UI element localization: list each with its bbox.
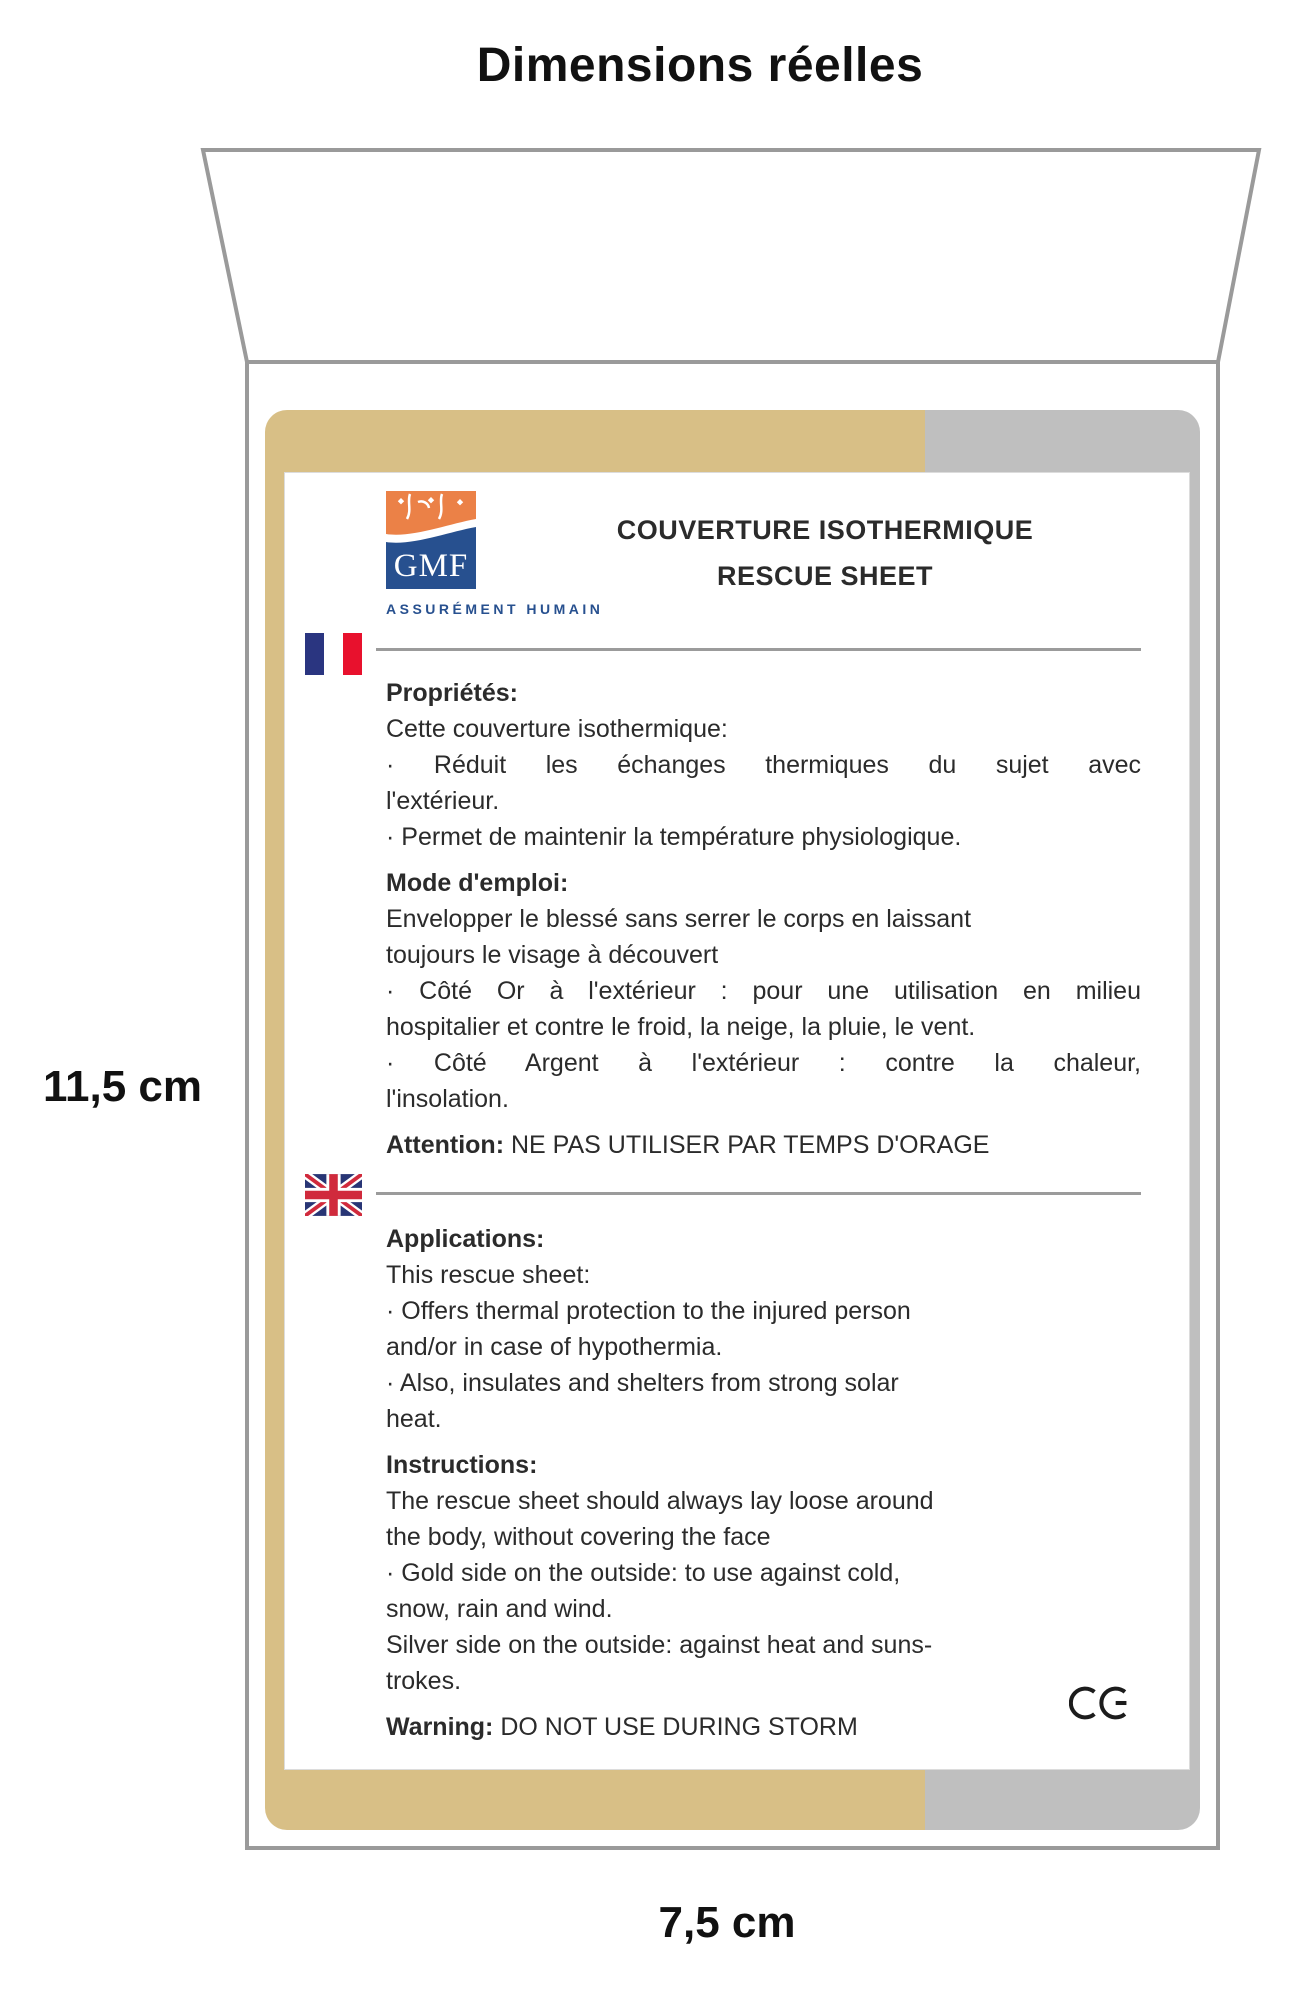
label-text-line: and/or in case of hypothermia. [386,1333,723,1361]
label-header [565,507,1085,599]
gmf-logo-graphic [386,491,476,589]
label-text-line: · Permet de maintenir la température physiologique. [386,823,962,851]
ce-mark-icon [1069,1678,1139,1728]
envelope-flap [203,150,1259,362]
english-text-block [386,1221,1141,1745]
label-text-line: hospitalier et contre le froid, la neige, la pluie, le vent. [386,1013,976,1041]
label-text-line: Attention: NE PAS UTILISER PAR TEMPS D'ORAGE [386,1131,990,1159]
label-text-line: l'extérieur. [386,787,500,815]
section-divider [376,648,1141,651]
label-text-line: l'insolation. [386,1085,509,1113]
france-flag-icon [305,633,362,675]
label-text-line: · Offers thermal protection to the injured person [386,1297,911,1325]
uk-flag-icon [305,1174,362,1216]
label-text-line: Instructions: [386,1451,538,1479]
label-text-line: · Gold side on the outside: to use against cold, [386,1559,901,1587]
label-text-line: This rescue sheet: [386,1261,591,1289]
product-label [284,472,1190,1770]
height-dimension-label: 11,5 cm [42,1062,203,1111]
label-text-line: The rescue sheet should always lay loose around [386,1487,934,1515]
label-text-line: Silver side on the outside: against heat and suns- [386,1631,933,1659]
label-text-line: the body, without covering the face [386,1523,771,1551]
width-dimension-label: 7,5 cm [658,1898,796,1947]
warning-prefix: Warning: [386,1713,501,1741]
label-text-line: toujours le visage à découvert [386,941,719,969]
label-text-line: snow, rain and wind. [386,1595,613,1623]
label-text-line: Envelopper le blessé sans serrer le corps en laissant [386,905,972,933]
warning-prefix: Attention: [386,1131,511,1159]
page-title: Dimensions réelles [476,39,924,92]
label-text-line: Mode d'emploi: [386,869,569,897]
label-text-line: Cette couverture isothermique: [386,715,728,743]
label-title-french: COUVERTURE ISOTHERMIQUE [616,515,1034,545]
label-text-line: trokes. [386,1667,462,1695]
label-text-line: · Côté Argent à l'extérieur : contre la chaleur, [386,1049,1141,1077]
label-title-english: RESCUE SHEET [716,561,934,591]
gmf-logo-text: GMF [393,548,469,584]
label-text-line: Warning: DO NOT USE DURING STORM [386,1713,858,1741]
gmf-logo-tagline: ASSURÉMENT HUMAIN [386,601,604,617]
label-text-line: Propriétés: [386,679,518,707]
label-text-line: · Also, insulates and shelters from strong solar [386,1369,899,1397]
section-divider [376,1192,1141,1195]
label-text-line: Applications: [386,1225,545,1253]
french-text-block [386,675,1141,1163]
label-text-line: heat. [386,1405,442,1433]
label-text-line: · Réduit les échanges thermiques du sujet avec [386,751,1141,779]
label-text-line: · Côté Or à l'extérieur : pour une utilisation en milieu [386,977,1141,1005]
